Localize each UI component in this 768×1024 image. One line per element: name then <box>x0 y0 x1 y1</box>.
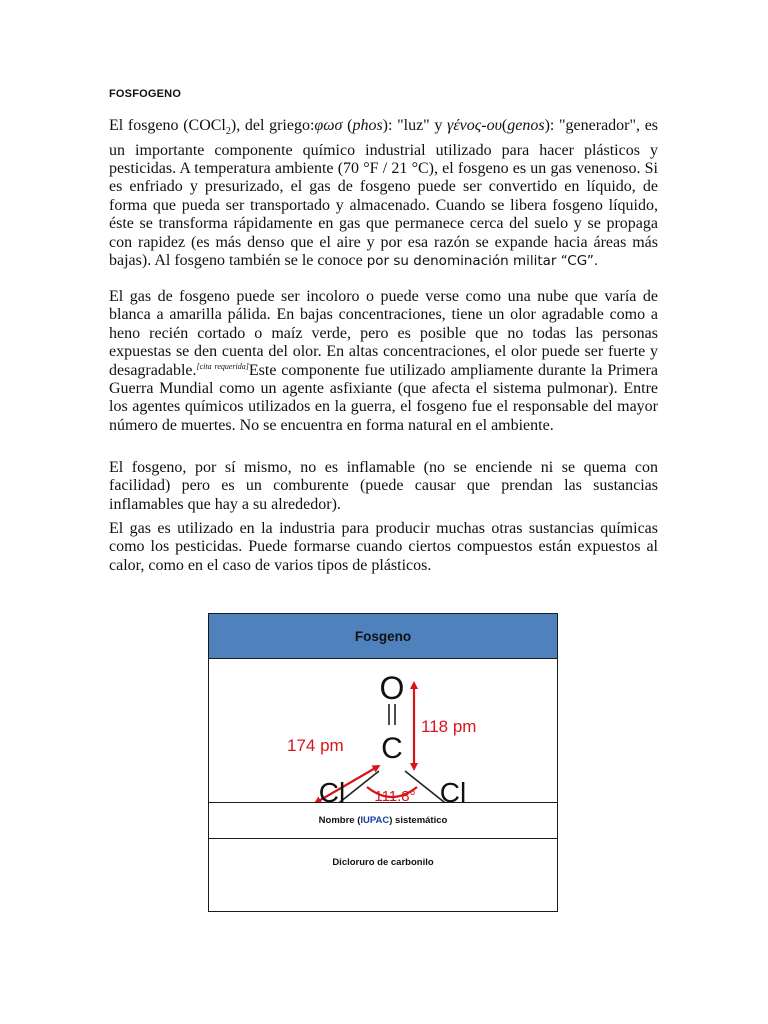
paragraph-description <box>109 288 658 435</box>
intro-text-2: ), del griego: <box>230 117 315 134</box>
intro-text-4: ): "luz" y <box>382 117 448 134</box>
label-bond-angle: 111.8° <box>374 788 416 802</box>
iupac-link[interactable]: IUPAC <box>360 815 390 826</box>
intro-text-3: ( <box>342 117 353 134</box>
greek-phos: φωσ <box>314 117 343 134</box>
intro-text-1: El fosgeno (COCl <box>109 117 226 134</box>
atom-oxygen: O <box>379 670 405 706</box>
phos-word: phos <box>352 117 383 134</box>
atom-chlorine-left: Cl <box>318 777 346 802</box>
document-heading: FOSFOGENO <box>109 88 182 100</box>
infobox-title: Fosgeno <box>209 614 557 659</box>
name-label-post: ) sistemático <box>389 815 448 826</box>
atom-carbon: C <box>381 732 403 765</box>
infobox-name-label-row <box>209 803 557 839</box>
intro-text-7: por su denominación militar “CG”. <box>366 253 599 270</box>
label-bond-co: 118 pm <box>421 717 477 736</box>
atom-chlorine-right: Cl <box>439 777 467 802</box>
formula-subscript: 2 <box>225 126 231 138</box>
paragraph-industry: El gas es utilizado en la industria para producir muchas otras sustancias químicas como los pesticidas. Puede formarse cuando ciertos compuestos están expuestos al calor, como en el caso de varios tipos de plásticos. <box>109 520 658 574</box>
molecule-diagram <box>209 659 557 803</box>
citation-needed-link[interactable]: [cita requerida] <box>196 361 249 371</box>
label-bond-ccl: 174 pm <box>287 736 344 755</box>
greek-genos: γένος-ου <box>447 117 502 134</box>
genos-word: genos <box>507 117 545 134</box>
infobox-name-value <box>209 839 557 911</box>
name-label-pre: Nombre ( <box>318 815 361 826</box>
intro-text-5: ( <box>501 117 508 134</box>
phosgene-structure-svg <box>209 659 556 802</box>
paragraph-flammability: El fosgeno, por sí mismo, no es inflamable (no se enciende ni se quema con facilidad) pero es un comburente (puede causar que prendan las sustancias inflamables que hay a su alrededor). <box>109 459 658 513</box>
infobox <box>208 613 558 912</box>
description-text-2: Este componente fue utilizado ampliamente durante la Primera Guerra Mundial como un agente asfixiante (que afecta el sistema pulmonar). Entre los agentes químicos utilizados en la guerra, el fosgeno fue el responsable del mayor número de muertes. No se encuentra en forma natural en el ambiente. <box>109 361 658 434</box>
paragraph-intro <box>109 117 658 270</box>
intro-text-6: ): "generador", es un importante componente químico industrial utilizado para hacer plásticos y pesticidas. A temperatura ambiente (70 °F / 21 °C), el fosgeno es un gas venenoso. Si es enfriado y presurizado, el gas de fosgeno puede ser convertido en líquido, de forma que pueda ser transportado y almacenado. Cuando se libera fosgeno líquido, éste se transforma rápidamente en gas que permanece cerca del suelo y se propaga con rapidez (es más denso que el aire y por esa razón se expande hacia áreas más bajas). Al fosgeno también se le conoce <box>109 117 659 270</box>
description-text-1: El gas de fosgeno puede ser incoloro o puede verse como una nube que varía de blanca a amarilla pálida. En bajas concentraciones, tiene un olor agradable como a heno recién cortado o maíz verde, pero es posible que no todas las personas expuestas se den cuenta del olor. En altas concentraciones, el olor puede ser fuerte y desagradable. <box>109 288 658 379</box>
systematic-name: Dicloruro de carbonilo <box>332 857 434 868</box>
